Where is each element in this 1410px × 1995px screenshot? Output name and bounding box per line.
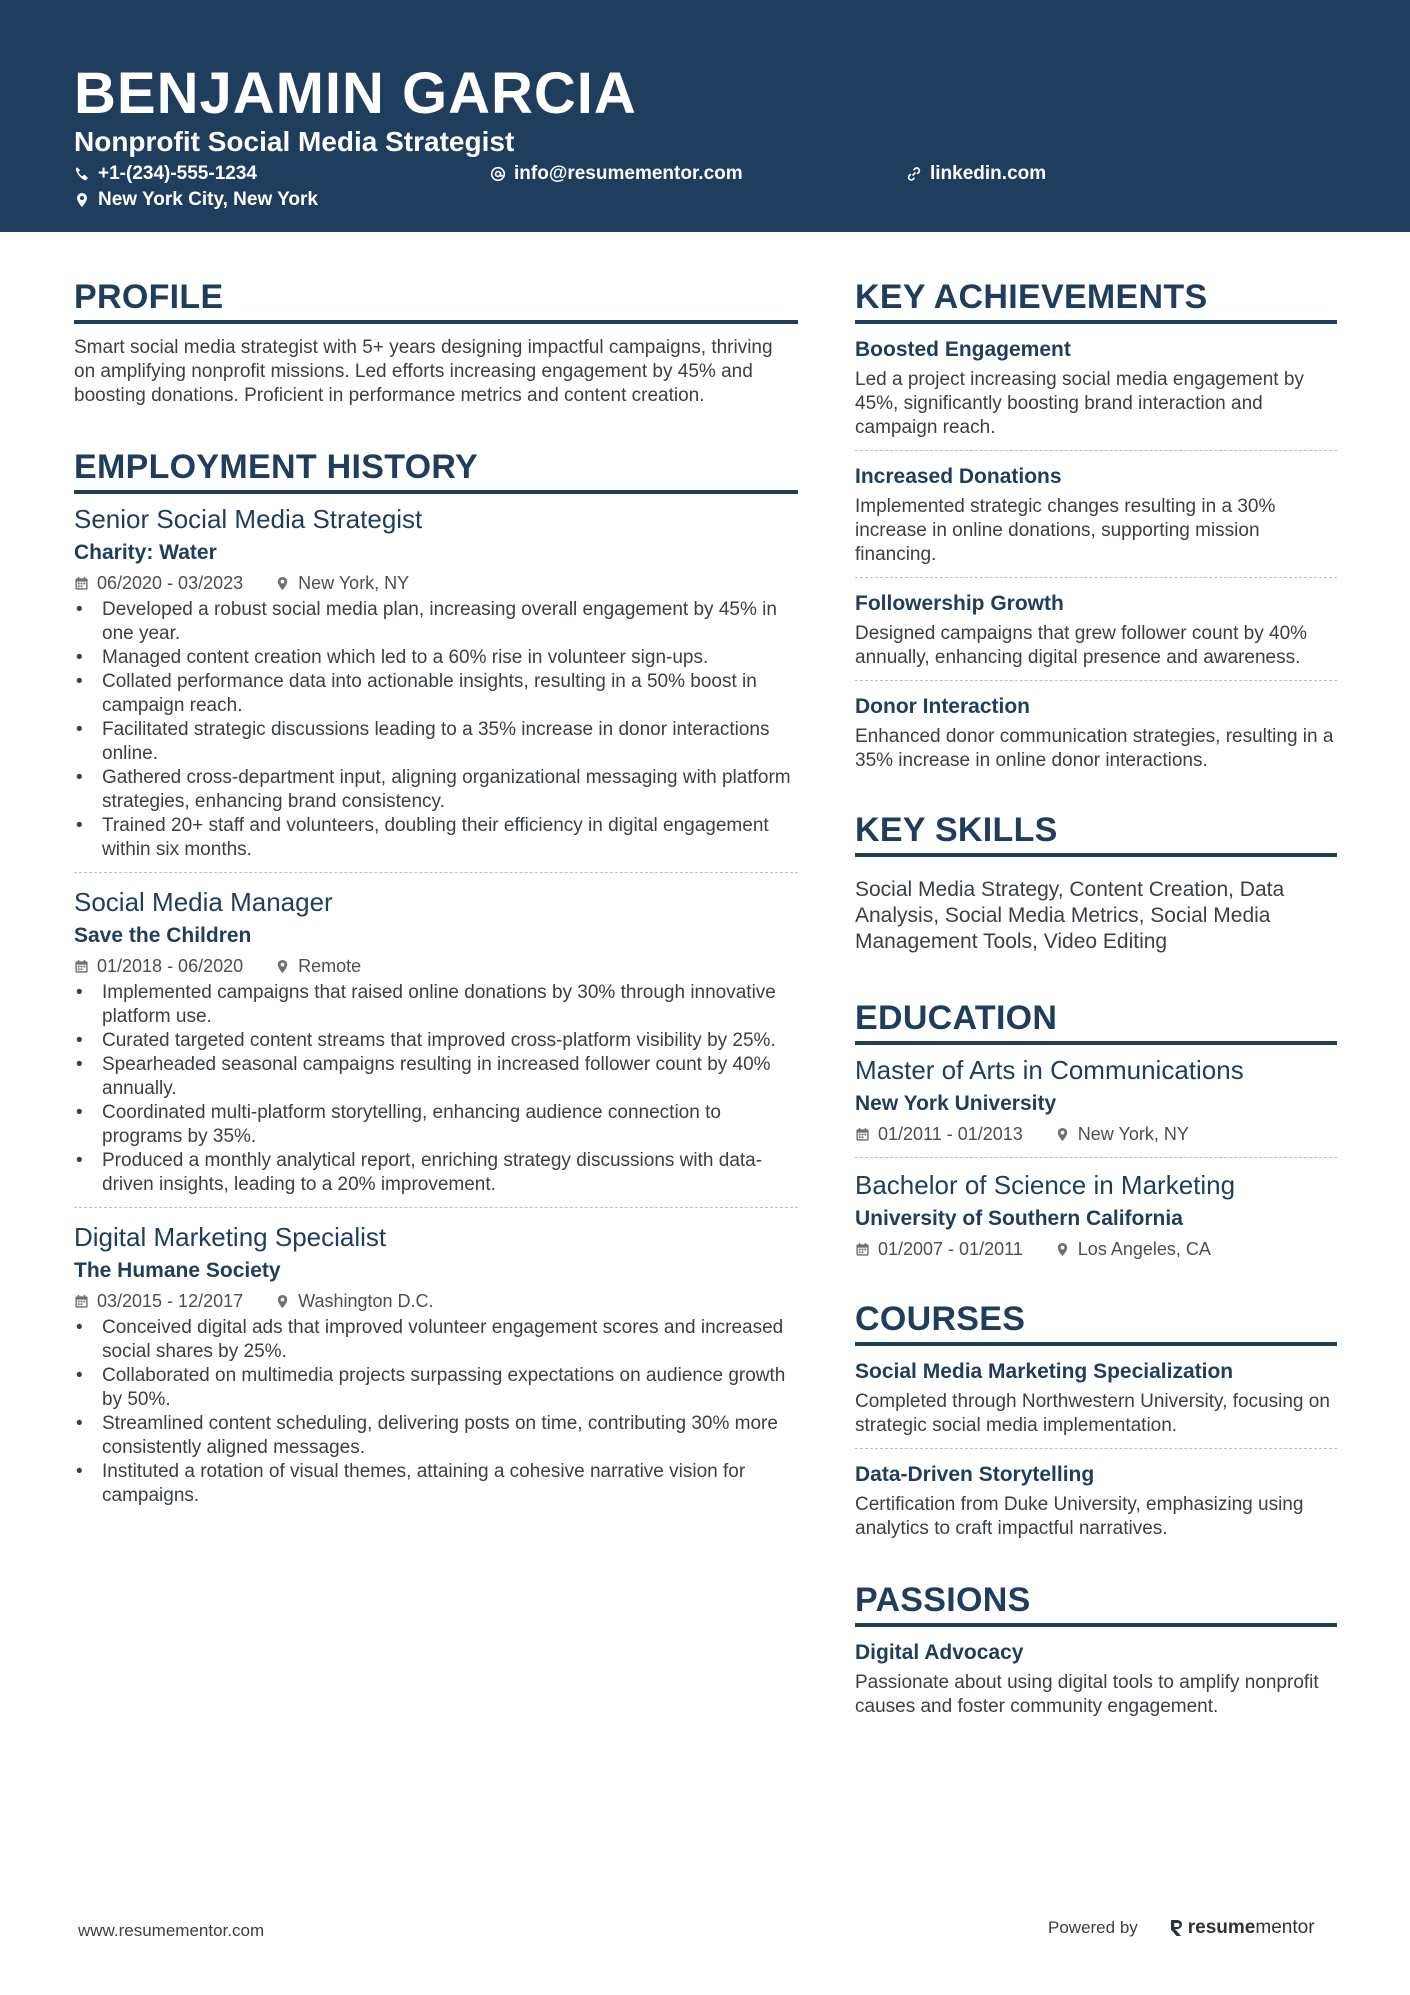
- skills-section: [855, 809, 1337, 955]
- course-item: [855, 1448, 1337, 1551]
- linkedin-text: linkedin.com: [930, 163, 1047, 184]
- achievement-title: Boosted Engagement: [855, 338, 1071, 361]
- job-location: [275, 953, 361, 979]
- job-dates: 06/2020 - 03/2023: [97, 573, 244, 593]
- achievement-item: [855, 324, 1337, 450]
- course-text: Completed through Northwestern University, focusing on strategic social media implementation.: [855, 1391, 1330, 1436]
- phone-text: +1-(234)-555-1234: [98, 163, 257, 184]
- course-text: Certification from Duke University, emphasizing using analytics to craft impactful narratives.: [855, 1494, 1304, 1539]
- job-bullet: • Collaborated on multimedia projects surpassing expectations on audience growth by 50%.: [74, 1364, 798, 1412]
- education-school: University of Southern California: [855, 1207, 1183, 1230]
- job-bullet: • Developed a robust social media plan, increasing overall engagement by 45% in one year.: [74, 598, 798, 646]
- job-entry: [74, 494, 798, 872]
- resumementor-logo-icon: [1168, 1918, 1184, 1938]
- location-pin-icon: [1055, 1242, 1070, 1257]
- employment-heading: EMPLOYMENT HISTORY: [74, 446, 798, 494]
- footer-powered-by: [1048, 1917, 1315, 1939]
- calendar-icon: [74, 959, 89, 974]
- job-meta: [74, 1288, 798, 1314]
- achievement-text: Led a project increasing social media engagement by 45%, significantly boosting brand interaction and campaign reach.: [855, 369, 1304, 438]
- education-meta: [855, 1121, 1337, 1147]
- passions-heading: PASSIONS: [855, 1579, 1337, 1627]
- education-location: [1055, 1121, 1189, 1147]
- passion-text: Passionate about using digital tools to amplify nonprofit causes and foster community engagement.: [855, 1672, 1319, 1717]
- job-bullet: • Trained 20+ staff and volunteers, doubling their efficiency in digital engagement within six months.: [74, 814, 798, 862]
- education-location: [1055, 1236, 1211, 1262]
- education-location-text: Los Angeles, CA: [1077, 1239, 1211, 1259]
- job-bullet: • Spearheaded seasonal campaigns resulting in increased follower count by 40% annually.: [74, 1053, 798, 1101]
- location-pin-icon: [275, 1294, 290, 1309]
- employment-section: [74, 446, 798, 1518]
- job-bullet: • Produced a monthly analytical report, enriching strategy discussions with data-driven insights, leading to a 20% improvement.: [74, 1149, 798, 1197]
- passion-title: Digital Advocacy: [855, 1641, 1024, 1664]
- achievement-title: Followership Growth: [855, 592, 1064, 615]
- job-company: The Humane Society: [74, 1259, 281, 1282]
- skills-text: Social Media Strategy, Content Creation, Data Analysis, Social Media Metrics, Social Media Management Tools, Video Editing: [855, 878, 1285, 953]
- achievement-title: Donor Interaction: [855, 695, 1031, 718]
- profile-heading: PROFILE: [74, 276, 798, 324]
- education-dates: 01/2011 - 01/2013: [878, 1124, 1023, 1144]
- job-bullets: [74, 1316, 798, 1508]
- passions-section: [855, 1579, 1337, 1729]
- education-section: [855, 997, 1337, 1272]
- job-bullet: • Collated performance data into actionable insights, resulting in a 50% boost in campaign reach.: [74, 670, 798, 718]
- job-company: Charity: Water: [74, 541, 217, 564]
- achievements-section: [855, 276, 1337, 783]
- right-column: [855, 276, 1337, 1729]
- candidate-title: Nonprofit Social Media Strategist: [74, 126, 515, 157]
- education-item: [855, 1157, 1337, 1272]
- job-bullet: • Gathered cross-department input, aligning organizational messaging with platform strategies, enhancing brand consistency.: [74, 766, 798, 814]
- brand-logo[interactable]: [1168, 1917, 1315, 1939]
- brand-name-bold: resume: [1187, 1917, 1256, 1938]
- phone-icon: [74, 166, 90, 182]
- calendar-icon: [855, 1127, 870, 1142]
- job-bullet: • Curated targeted content streams that improved cross-platform visibility by 25%.: [74, 1029, 798, 1053]
- calendar-icon: [855, 1242, 870, 1257]
- email-text: info@resumementor.com: [514, 163, 743, 184]
- education-school: New York University: [855, 1092, 1057, 1115]
- education-meta: [855, 1236, 1337, 1262]
- job-bullet: • Implemented campaigns that raised online donations by 30% through innovative platform use.: [74, 981, 798, 1029]
- job-title: Digital Marketing Specialist: [74, 1222, 387, 1252]
- resume-header: [0, 0, 1410, 232]
- profile-section: [74, 276, 798, 408]
- link-icon: [906, 166, 922, 182]
- job-title: Social Media Manager: [74, 887, 333, 917]
- at-icon: [490, 166, 506, 182]
- powered-by-label: Powered by: [1048, 1918, 1138, 1937]
- achievement-title: Increased Donations: [855, 465, 1062, 488]
- brand-name-light: mentor: [1255, 1917, 1315, 1938]
- job-bullet: • Conceived digital ads that improved volunteer engagement scores and increased social shares by 25%.: [74, 1316, 798, 1364]
- job-location: [275, 1288, 433, 1314]
- job-title: Senior Social Media Strategist: [74, 504, 423, 534]
- achievement-item: [855, 450, 1337, 577]
- job-meta: [74, 570, 798, 596]
- contact-linkedin[interactable]: [906, 162, 1046, 186]
- course-item: [855, 1346, 1337, 1448]
- location-pin-icon: [275, 576, 290, 591]
- job-entry: [74, 872, 798, 1207]
- job-meta: [74, 953, 798, 979]
- job-location-text: New York, NY: [298, 573, 410, 593]
- contact-phone[interactable]: [74, 162, 257, 186]
- location-pin-icon: [275, 959, 290, 974]
- job-location-text: Washington D.C.: [298, 1291, 434, 1311]
- courses-heading: COURSES: [855, 1298, 1337, 1346]
- achievements-heading: KEY ACHIEVEMENTS: [855, 276, 1337, 324]
- contact-location: [74, 188, 318, 212]
- education-degree: Master of Arts in Communications: [855, 1055, 1244, 1085]
- achievement-text: Designed campaigns that grew follower count by 40% annually, enhancing digital presence and awareness.: [855, 623, 1308, 668]
- location-pin-icon: [74, 192, 90, 208]
- job-bullet: • Facilitated strategic discussions leading to a 35% increase in donor interactions online.: [74, 718, 798, 766]
- education-degree: Bachelor of Science in Marketing: [855, 1170, 1236, 1200]
- calendar-icon: [74, 576, 89, 591]
- job-bullet: • Coordinated multi-platform storytelling, enhancing audience connection to programs by 35%.: [74, 1101, 798, 1149]
- profile-text: Smart social media strategist with 5+ years designing impactful campaigns, thriving on amplifying nonprofit missions. Led efforts increasing engagement by 45% and boosting donations. Proficient in performance metrics and content creation.: [74, 337, 773, 406]
- candidate-name: BENJAMIN GARCIA: [74, 61, 637, 126]
- job-bullets: [74, 598, 798, 862]
- job-dates: 01/2018 - 06/2020: [97, 956, 244, 976]
- location-text: New York City, New York: [98, 189, 318, 210]
- education-location-text: New York, NY: [1077, 1124, 1189, 1144]
- education-dates: 01/2007 - 01/2011: [878, 1239, 1023, 1259]
- achievement-text: Implemented strategic changes resulting in a 30% increase in online donations, supporting mission financing.: [855, 496, 1276, 565]
- course-title: Social Media Marketing Specialization: [855, 1360, 1234, 1383]
- education-item: [855, 1045, 1337, 1157]
- job-location-text: Remote: [298, 956, 362, 976]
- achievement-text: Enhanced donor communication strategies, resulting in a 35% increase in online donor interactions.: [855, 726, 1334, 771]
- contact-email[interactable]: [490, 162, 743, 186]
- job-dates: 03/2015 - 12/2017: [97, 1291, 244, 1311]
- job-bullet: • Instituted a rotation of visual themes, attaining a cohesive narrative vision for campaigns.: [74, 1460, 798, 1508]
- job-bullet: • Managed content creation which led to a 60% rise in volunteer sign-ups.: [74, 646, 798, 670]
- education-heading: EDUCATION: [855, 997, 1337, 1045]
- job-bullets: [74, 981, 798, 1197]
- passion-item: [855, 1627, 1337, 1729]
- course-title: Data-Driven Storytelling: [855, 1463, 1095, 1486]
- job-bullet: • Streamlined content scheduling, delivering posts on time, contributing 30% more consistently aligned messages.: [74, 1412, 798, 1460]
- skills-heading: KEY SKILLS: [855, 809, 1337, 857]
- left-column: [74, 276, 798, 1518]
- calendar-icon: [74, 1294, 89, 1309]
- achievement-item: [855, 577, 1337, 680]
- job-location: [275, 570, 409, 596]
- job-company: Save the Children: [74, 924, 252, 947]
- job-entry: [74, 1207, 798, 1518]
- achievement-item: [855, 680, 1337, 783]
- courses-section: [855, 1298, 1337, 1551]
- location-pin-icon: [1055, 1127, 1070, 1142]
- footer-website[interactable]: www.resumementor.com: [78, 1921, 265, 1940]
